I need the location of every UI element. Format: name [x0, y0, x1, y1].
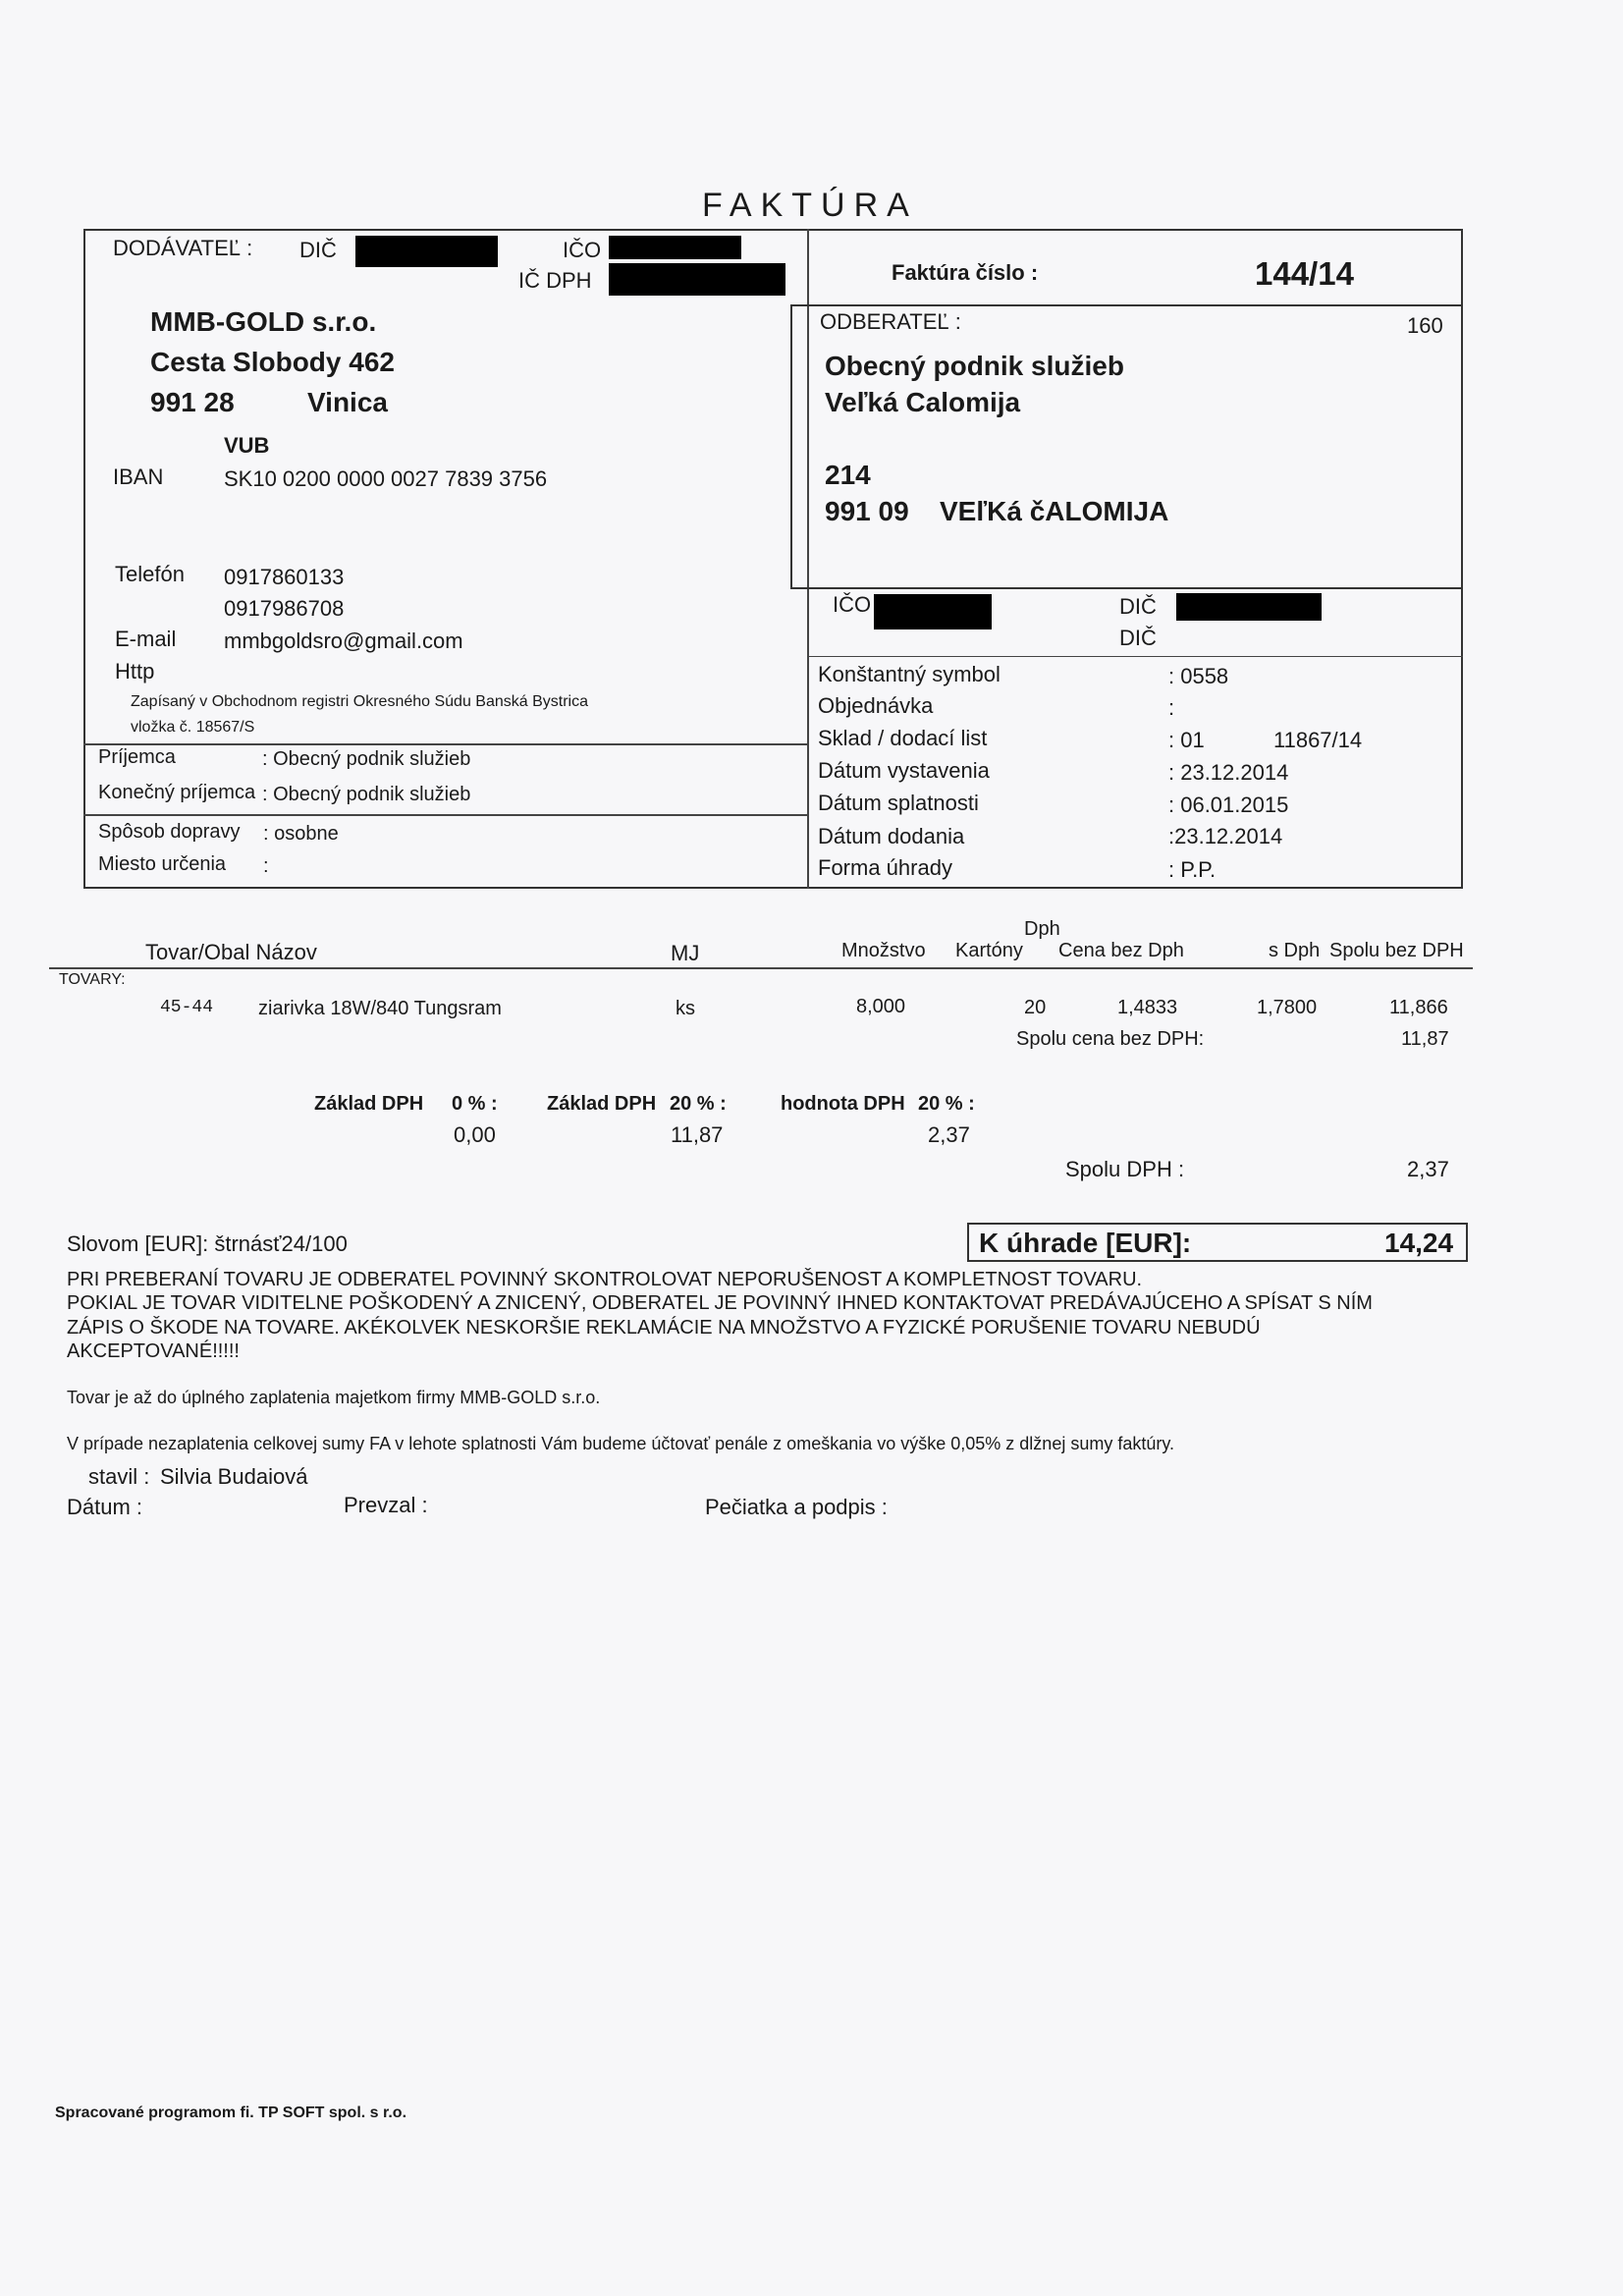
supplier-registry-line1: Zapísaný v Obchodnom registri Okresného Súdu Banská Bystrica	[131, 693, 588, 710]
page-title: FAKTÚRA	[702, 187, 918, 224]
detail-value: : 0558	[1168, 664, 1229, 688]
detail-label: Forma úhrady	[818, 855, 952, 880]
item-unit: ks	[676, 998, 695, 1019]
detail-label: Dátum dodania	[818, 824, 965, 848]
customer-city: VEľKá čALOMIJA	[940, 496, 1169, 526]
item-code: 45-44	[160, 998, 214, 1017]
col-price-header: Cena bez Dph	[1058, 940, 1184, 961]
amount-in-words: Slovom [EUR]: štrnásť24/100	[67, 1231, 348, 1256]
vat20-label: hodnota DPH	[781, 1093, 905, 1115]
supplier-icdph-label: IČ DPH	[518, 268, 592, 293]
detail-value: : 01	[1168, 728, 1205, 752]
notice-line4: AKCEPTOVANÉ!!!!!	[67, 1340, 240, 1362]
customer-name1: Obecný podnik služieb	[825, 351, 1124, 381]
supplier-icdph-redacted	[609, 263, 785, 296]
col-qty-header: Množstvo	[841, 940, 926, 961]
items-sum-value: 11,87	[1401, 1028, 1449, 1050]
detail-value: : 06.01.2015	[1168, 793, 1289, 817]
stamp-signature-label: Pečiatka a podpis :	[705, 1495, 888, 1519]
detail-value: : 23.12.2014	[1168, 760, 1289, 785]
col-price-vat-header: s Dph	[1269, 940, 1321, 961]
vat-base20-value: 11,87	[671, 1122, 724, 1147]
software-footer: Spracované programom fi. TP SOFT spol. s r.o.	[55, 2105, 407, 2121]
detail-value: : P.P.	[1168, 857, 1217, 882]
detail-label: Objednávka	[818, 693, 934, 718]
supplier-label: DODÁVATEĽ :	[113, 236, 253, 260]
vat-base0-value: 0,00	[454, 1122, 496, 1147]
customer-ico-label: IČO	[833, 592, 872, 617]
customer-name2: Veľká Calomija	[825, 387, 1021, 417]
customer-zip: 991 09	[825, 496, 909, 526]
supplier-http-label: Http	[115, 659, 155, 683]
issued-by-label: stavil :	[88, 1464, 150, 1489]
date-label: Dátum :	[67, 1495, 143, 1519]
items-sum-label: Spolu cena bez DPH:	[1016, 1028, 1205, 1050]
supplier-phone2: 0917986708	[224, 596, 345, 621]
col-unit-header: MJ	[671, 941, 700, 965]
supplier-iban-label: IBAN	[113, 465, 164, 489]
supplier-dic-redacted	[355, 236, 498, 267]
detail-label: Konštantný symbol	[818, 662, 1001, 686]
supplier-email: mmbgoldsro@gmail.com	[224, 629, 463, 653]
vat20-value: 2,37	[928, 1122, 970, 1147]
item-price-vat: 1,7800	[1257, 997, 1318, 1018]
transport-label: Spôsob dopravy	[98, 821, 241, 843]
notice-line2: POKIAL JE TOVAR VIDITELNE POŠKODENÝ A ZNICENÝ, ODBERATEL JE POVINNÝ IHNED KONTAKTOVAT PREDÁVAJÚCEHO A SPÍSAT S NÍM	[67, 1292, 1373, 1314]
detail-value: :	[1168, 695, 1175, 720]
supplier-street: Cesta Slobody 462	[150, 347, 395, 377]
details-top-line	[807, 656, 1463, 657]
supplier-ico-label: IČO	[563, 238, 602, 262]
supplier-name: MMB-GOLD s.r.o.	[150, 306, 377, 337]
customer-box	[790, 304, 1463, 589]
penalty-note: V prípade nezaplatenia celkovej sumy FA v lehote splatnosti Vám budeme účtovať penále z omeškania vo výške 0,05% z dlžnej sumy faktúry.	[67, 1434, 1175, 1453]
item-qty: 8,000	[856, 996, 906, 1017]
supplier-zip: 991 28	[150, 387, 235, 417]
transport-value: : osobne	[263, 823, 339, 845]
destination-value: :	[263, 855, 269, 877]
supplier-bank: VUB	[224, 433, 270, 458]
col-cartons-header: Kartóny	[955, 940, 1023, 961]
supplier-phone1: 0917860133	[224, 565, 345, 589]
supplier-iban: SK10 0200 0000 0027 7839 3756	[224, 466, 548, 491]
total-vat-value: 2,37	[1407, 1157, 1449, 1181]
notice-line3: ZÁPIS O ŠKODE NA TOVARE. AKÉKOLVEK NESKORŠIE REKLAMÁCIE NA MNOŽSTVO A FYZICKÉ PORUŠENIE TOVARU NEBUDÚ	[67, 1317, 1261, 1339]
table-section-label: TOVARY:	[59, 971, 126, 988]
recipient-label: Príjemca	[98, 746, 176, 768]
customer-dic-redacted	[1176, 593, 1322, 621]
destination-label: Miesto určenia	[98, 853, 227, 875]
customer-ico-redacted	[874, 594, 992, 629]
supplier-email-label: E-mail	[115, 627, 177, 651]
supplier-city: Vinica	[307, 387, 388, 417]
total-vat-label: Spolu DPH :	[1065, 1157, 1185, 1181]
customer-dic-label: DIČ	[1119, 594, 1157, 619]
vat20-rate: 20 % :	[918, 1093, 975, 1115]
received-label: Prevzal :	[344, 1493, 428, 1517]
detail-label: Sklad / dodací list	[818, 726, 988, 750]
amount-due-label: K úhrade [EUR]:	[979, 1228, 1192, 1258]
supplier-ico-redacted	[609, 236, 741, 259]
invoice-number-label: Faktúra číslo :	[892, 260, 1039, 285]
col-name-header: Tovar/Obal Názov	[145, 940, 317, 964]
vat-base0-label: Základ DPH	[314, 1093, 424, 1115]
item-total: 11,866	[1389, 997, 1448, 1018]
amount-due-value: 14,24	[1384, 1228, 1454, 1258]
customer-dic2-label: DIČ	[1119, 626, 1157, 650]
supplier-phone-label: Telefón	[115, 562, 185, 586]
item-vat: 20	[1024, 997, 1047, 1018]
final-recipient-value: : Obecný podnik služieb	[262, 784, 471, 805]
table-header-line	[49, 967, 1473, 969]
detail-value: :23.12.2014	[1168, 824, 1283, 848]
supplier-registry-line2: vložka č. 18567/S	[131, 719, 255, 736]
ownership-note: Tovar je až do úplného zaplatenia majetkom firmy MMB-GOLD s.r.o.	[67, 1388, 601, 1407]
customer-code: 160	[1407, 313, 1443, 338]
notice-line1: PRI PREBERANÍ TOVARU JE ODBERATEL POVINNÝ SKONTROLOVAT NEPORUŠENOST A KOMPLETNOST TOVARU.	[67, 1269, 1143, 1290]
customer-street: 214	[825, 460, 871, 490]
transport-top-line	[83, 814, 807, 816]
recipient-value: : Obecný podnik služieb	[262, 748, 471, 770]
item-price: 1,4833	[1117, 997, 1178, 1018]
vat-base20-label: Základ DPH	[547, 1093, 657, 1115]
supplier-dic-label: DIČ	[299, 238, 337, 262]
vat-base0-rate: 0 % :	[452, 1093, 498, 1115]
customer-label: ODBERATEĽ :	[820, 309, 961, 334]
detail-label: Dátum splatnosti	[818, 791, 979, 815]
recipient-top-line	[83, 743, 807, 745]
vat-base20-rate: 20 % :	[670, 1093, 727, 1115]
col-total-header: Spolu bez DPH	[1329, 940, 1464, 961]
detail-value2: 11867/14	[1273, 728, 1363, 752]
invoice-number: 144/14	[1255, 255, 1354, 292]
final-recipient-label: Konečný príjemca	[98, 782, 256, 803]
issued-by-name: Silvia Budaiová	[160, 1464, 308, 1489]
item-name: ziarivka 18W/840 Tungsram	[258, 998, 502, 1019]
detail-label: Dátum vystavenia	[818, 758, 990, 783]
col-dph-header: Dph	[1024, 918, 1060, 940]
